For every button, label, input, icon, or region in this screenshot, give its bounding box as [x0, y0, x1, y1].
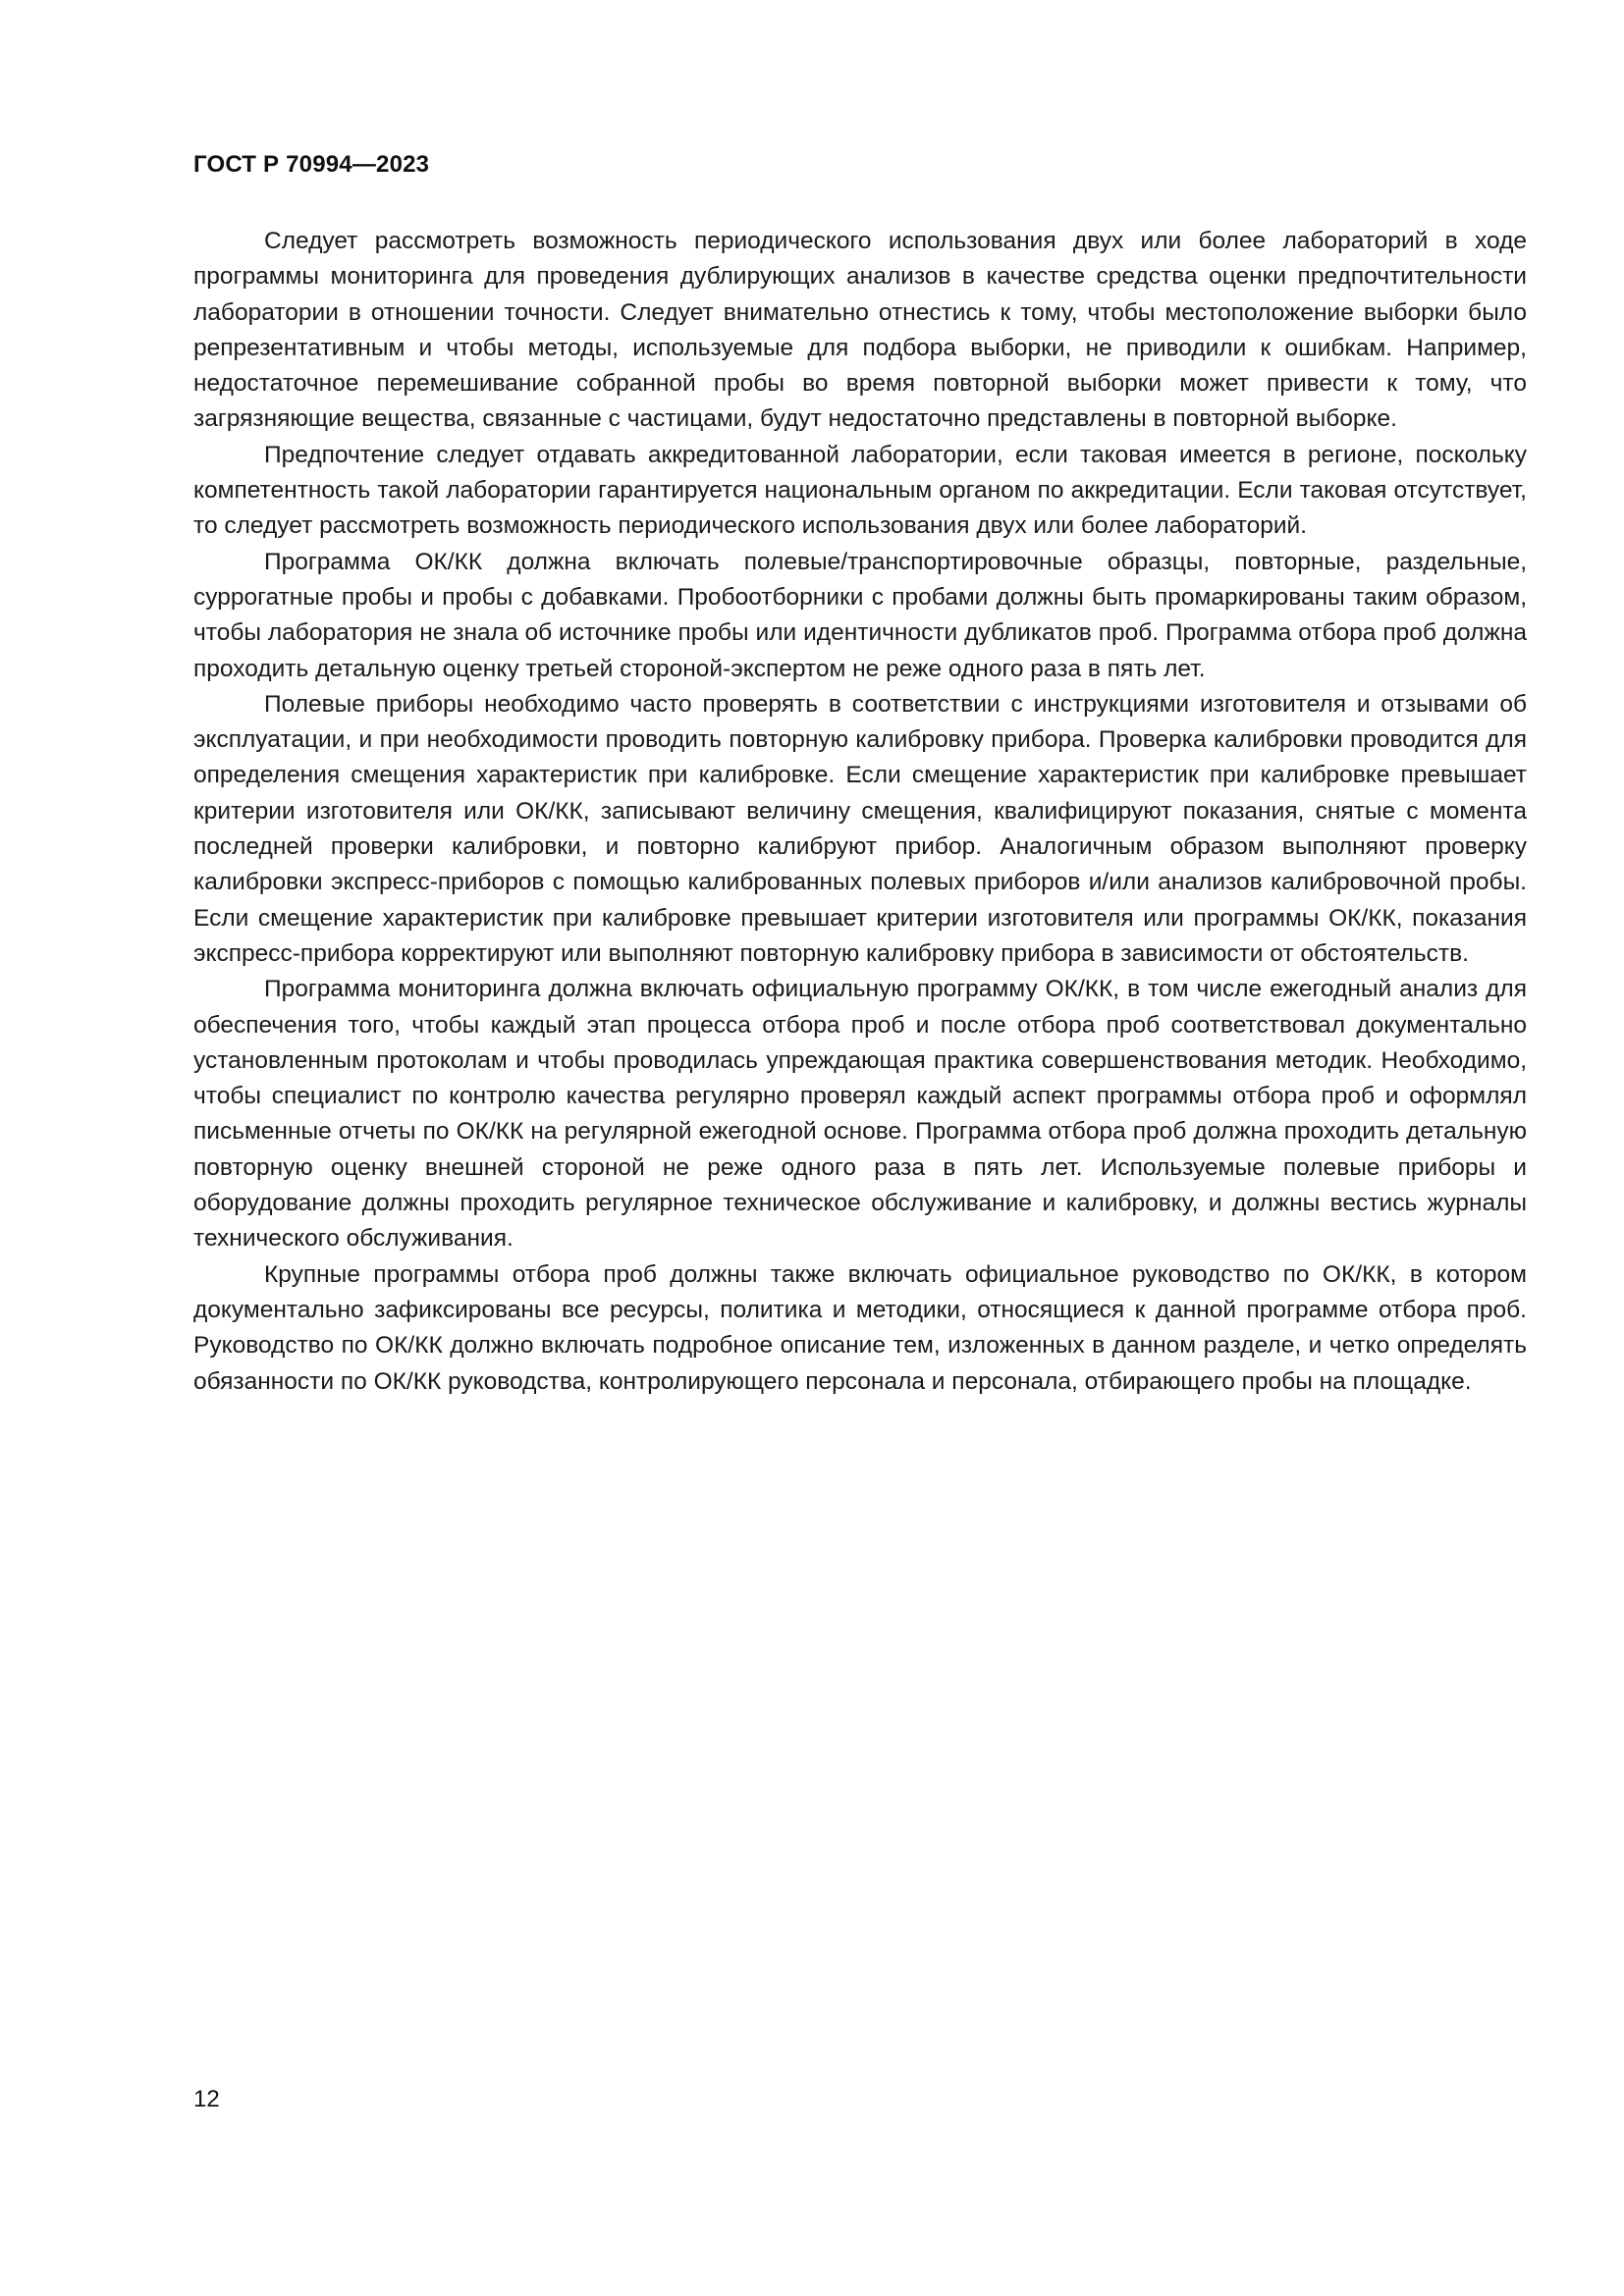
paragraph-2: Предпочтение следует отдавать аккредитованной лаборатории, если таковая имеется в регионе, поскольку компетентность такой лаборатории гарантируется национальным органом по аккредитации. Если таковая отсутствует, то следует рассмотреть возможность периодического использования двух или более лабораторий. — [193, 441, 1527, 540]
document-header: ГОСТ Р 70994—2023 — [193, 151, 430, 178]
paragraph-4: Полевые приборы необходимо часто проверять в соответствии с инструкциями изготовителя и отзывами об эксплуатации, и при необходимости проводить повторную калибровку прибора. Проверка калибровки проводится для определения смещения характеристик при калибровке. Если смещение характеристик при калибровке превышает критерии изготовителя или ОК/КК, записывают величину смещения, квалифицируют показания, снятые с момента последней проверки калибровки, и повторно калибруют прибор. Аналогичным образом выполняют проверку калибровки экспресс-приборов с помощью калиброванных полевых приборов и/или анализов калибровочной пробы. Если смещение характеристик при калибровке превышает критерии изготовителя или программы ОК/КК, показания экспресс-прибора корректируют или выполняют повторную калибровку прибора в зависимости от обстоятельств. — [193, 690, 1527, 967]
document-body — [193, 224, 1527, 1400]
paragraph-3: Программа ОК/КК должна включать полевые/транспортировочные образцы, повторные, раздельные, суррогатные пробы и пробы с добавками. Пробоотборники с пробами должны быть промаркированы таким образом, чтобы лаборатория не знала об источнике пробы или идентичности дубликатов проб. Программа отбора проб должна проходить детальную оценку третьей стороной-экспертом не реже одного раза в пять лет. — [193, 548, 1527, 682]
paragraph-5: Программа мониторинга должна включать официальную программу ОК/КК, в том числе ежегодный анализ для обеспечения того, чтобы каждый этап процесса отбора проб и после отбора проб соответствовал документально установленным протоколам и чтобы проводилась упреждающая практика совершенствования методик. Необходимо, чтобы специалист по контролю качества регулярно проверял каждый аспект программы отбора проб и оформлял письменные отчеты по ОК/КК на регулярной ежегодной основе. Программа отбора проб должна проходить детальную повторную оценку внешней стороной не реже одного раза в пять лет. Используемые полевые приборы и оборудование должны проходить регулярное техническое обслуживание и калибровку, и должны вестись журналы технического обслуживания. — [193, 976, 1527, 1253]
paragraph-6: Крупные программы отбора проб должны также включать официальное руководство по ОК/КК, в котором документально зафиксированы все ресурсы, политика и методики, относящиеся к данной программе отбора проб. Руководство по ОК/КК должно включать подробное описание тем, изложенных в данном разделе, и четко определять обязанности по ОК/КК руководства, контролирующего персонала и персонала, отбирающего пробы на площадке. — [193, 1260, 1527, 1395]
page-number: 12 — [193, 2086, 220, 2112]
paragraph-1: Следует рассмотреть возможность периодического использования двух или более лабораторий в ходе программы мониторинга для проведения дублирующих анализов в качестве средства оценки предпочтительности лаборатории в отношении точности. Следует внимательно отнестись к тому, чтобы местоположение выборки было репрезентативным и чтобы методы, используемые для подбора выборки, не приводили к ошибкам. Например, недостаточное перемешивание собранной пробы во время повторной выборки может привести к тому, что загрязняющие вещества, связанные с частицами, будут недостаточно представлены в повторной выборке. — [193, 228, 1527, 433]
